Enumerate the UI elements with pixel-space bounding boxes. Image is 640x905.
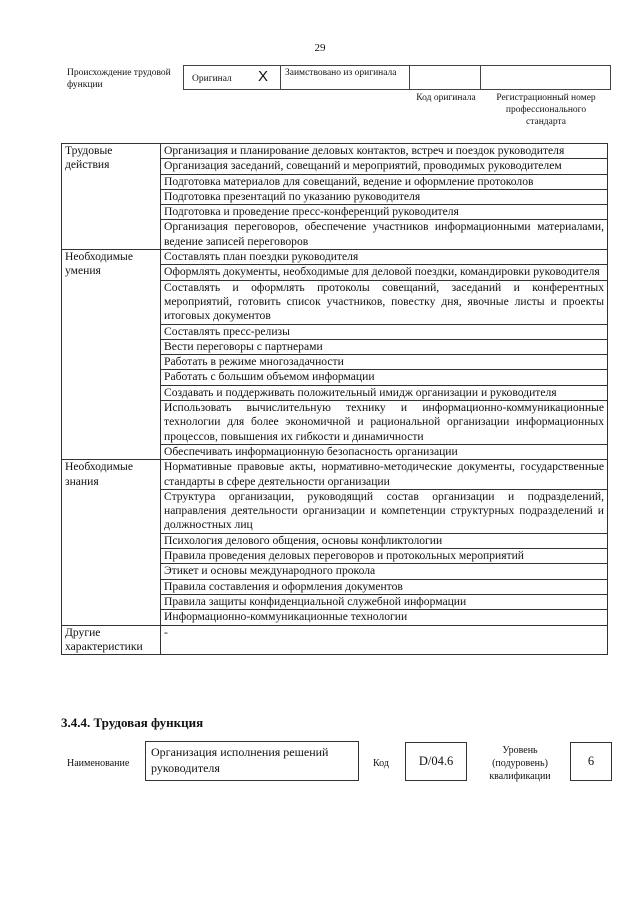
row-item: Составлять план поездки руководителя	[161, 250, 608, 265]
origin-reg-label: Регистрационный номер профессионального стандарта	[496, 93, 596, 127]
row-item: Работать в режиме многозадачности	[161, 355, 608, 370]
section-title: 3.4.4. Трудовая функция	[61, 715, 204, 730]
row-category: Необходимые знания	[62, 460, 161, 625]
origin-borrowed-label: Заимствовано из оригинала	[285, 68, 397, 78]
row-item: Этикет и основы международного прокола	[161, 564, 608, 579]
row-item: Подготовка и проведение пресс-конференций руководителя	[161, 205, 608, 220]
row-item: Оформлять документы, необходимые для деловой поездки, командировки руководителя	[161, 265, 608, 280]
row-item: Правила проведения деловых переговоров и протокольных мероприятий	[161, 549, 608, 564]
row-item: Структура организации, руководящий состав организации и подразделений, направления деятельности организации и компетенции структурных подразделений и должностных лиц	[161, 489, 608, 533]
origin-original-label: Оригинал	[192, 74, 232, 84]
row-item: Создавать и поддерживать положительный имидж организации и руководителя	[161, 385, 608, 400]
row-item: Правила защиты конфиденциальной служебной информации	[161, 594, 608, 609]
row-item: Обеспечивать информационную безопасность организации	[161, 444, 608, 459]
row-item: Информационно-коммуникационные технологии	[161, 610, 608, 625]
row-category: Трудовые действия	[62, 144, 161, 250]
row-item: Нормативные правовые акты, нормативно-методические документы, государственные стандарты в сфере деятельности организации	[161, 460, 608, 490]
row-item: Организация заседаний, совещаний и мероприятий, проводимых руководителем	[161, 159, 608, 174]
labor-function-table	[61, 143, 608, 655]
row-item: Использовать вычислительную технику и информационно-коммуникационные технологии для более экономичной и рациональной организации информационных процессов, повышения их гибкости и динамичности	[161, 401, 608, 445]
level-label: Уровень (подуровень) квалификации	[489, 745, 551, 782]
row-item: Составлять и оформлять протоколы совещаний, заседаний и конферентных мероприятий, готовить список участников, повестку дня, явочные листы и проекты итоговых документов	[161, 280, 608, 324]
row-item: Составлять пресс-релизы	[161, 324, 608, 339]
row-item: Подготовка материалов для совещаний, ведение и оформление протоколов	[161, 174, 608, 189]
row-item: Вести переговоры с партнерами	[161, 339, 608, 354]
row-item: Правила составления и оформления документов	[161, 579, 608, 594]
page-number: 29	[314, 42, 326, 54]
row-category: Необходимые умения	[62, 250, 161, 460]
origin-code-label: Код оригинала	[416, 93, 476, 103]
table-row	[62, 144, 608, 159]
row-item: Организация и планирование деловых контактов, встреч и поездок руководителя	[161, 144, 608, 159]
code-value: D/04.6	[405, 742, 467, 781]
table-row	[62, 250, 608, 265]
name-value: Организация исполнения решений руководителя	[145, 741, 359, 781]
row-item: Подготовка презентаций по указанию руководителя	[161, 189, 608, 204]
row-item: Психология делового общения, основы конфликтологии	[161, 533, 608, 548]
row-item: Работать с большим объемом информации	[161, 370, 608, 385]
code-label: Код	[373, 758, 389, 769]
row-category: Другие характеристики	[62, 625, 161, 655]
row-item: -	[161, 625, 608, 655]
origin-label: Происхождение трудовой функции	[67, 68, 171, 90]
row-item: Организация переговоров, обеспечение участников информационными материалами, ведение записей переговоров	[161, 220, 608, 250]
table-row	[62, 625, 608, 655]
level-value: 6	[570, 742, 612, 781]
table-row	[62, 460, 608, 490]
origin-original-mark: X	[258, 68, 269, 85]
name-label: Наименование	[67, 758, 130, 769]
